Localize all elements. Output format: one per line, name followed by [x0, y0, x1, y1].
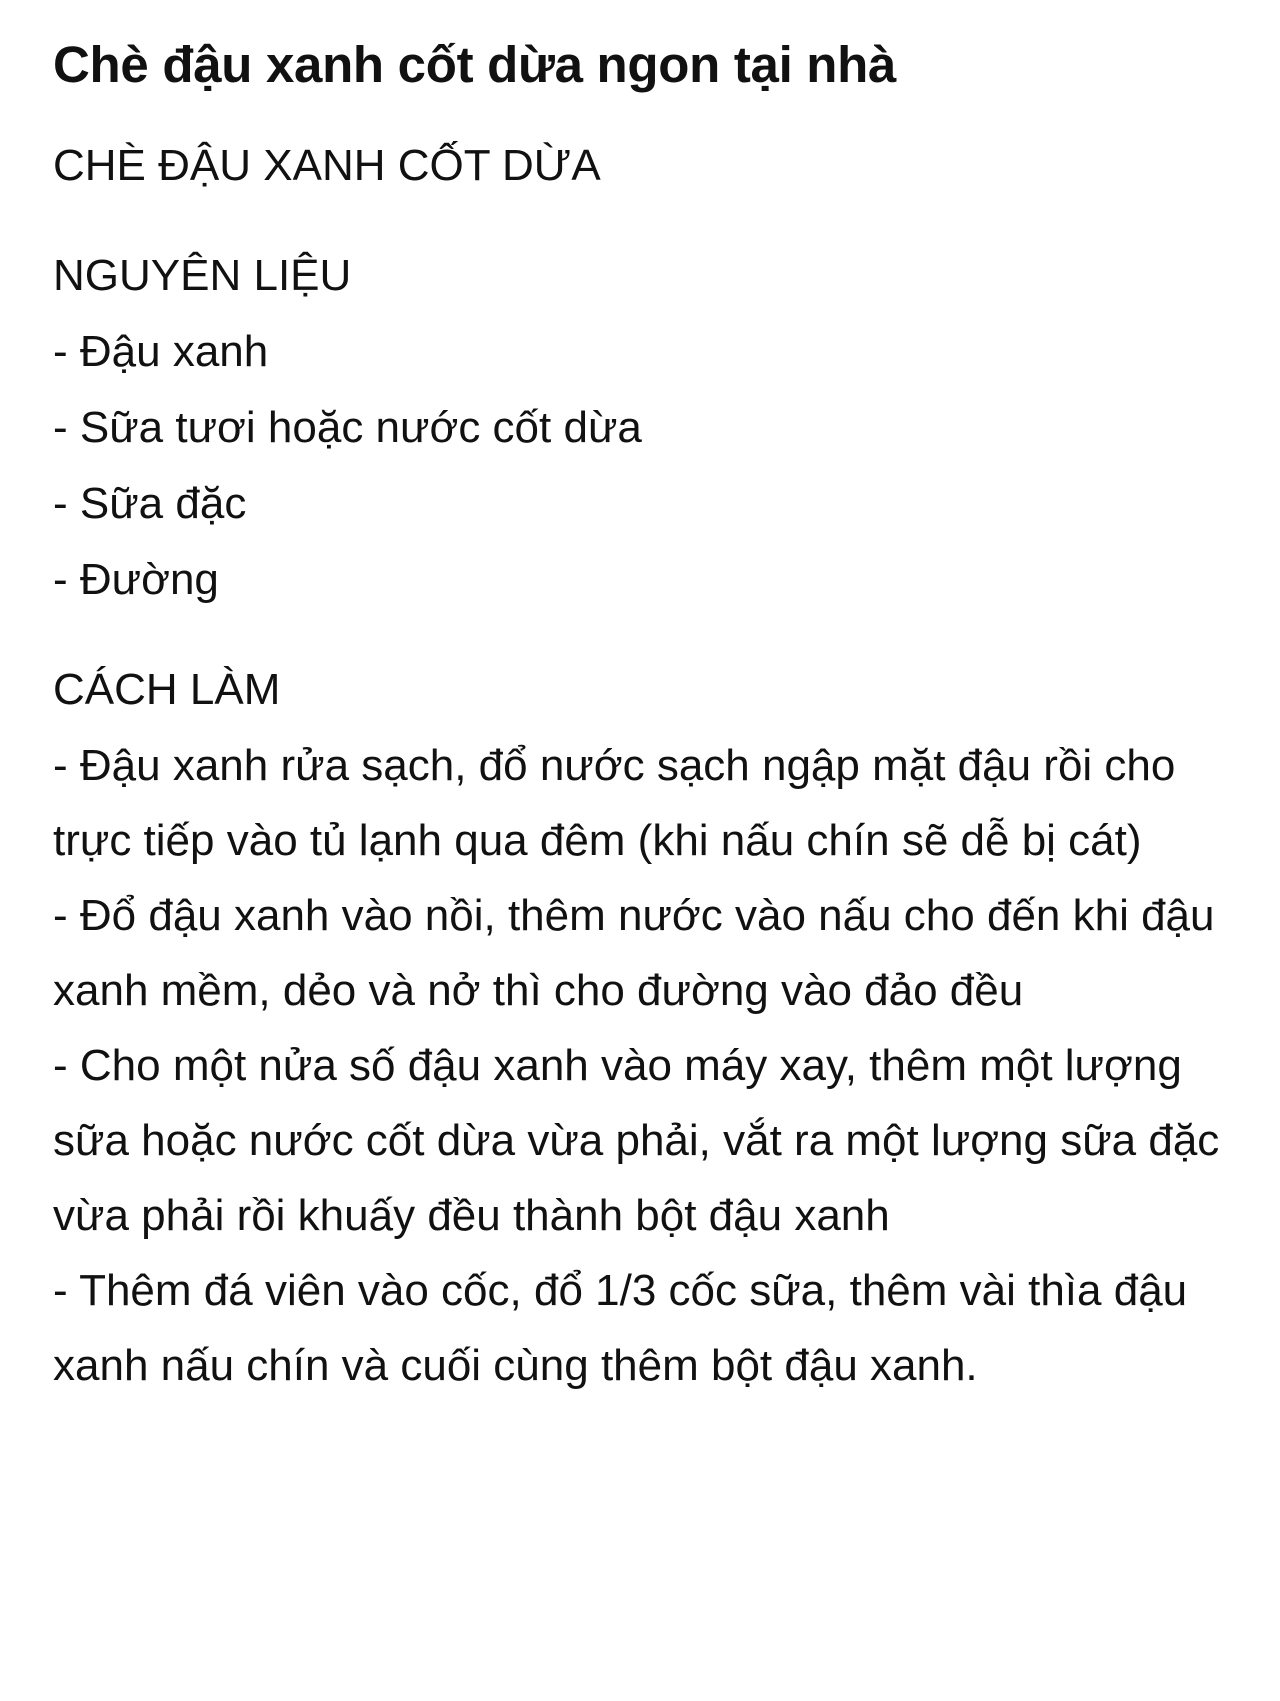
ingredient-item: - Sữa đặc: [53, 479, 247, 528]
method-steps-list: [53, 728, 1240, 1403]
ingredient-item: - Sữa tươi hoặc nước cốt dừa: [53, 403, 642, 452]
ingredient-item: - Đường: [53, 555, 219, 604]
ingredients-list: [53, 314, 1240, 618]
method-step: - Đổ đậu xanh vào nồi, thêm nước vào nấu cho đến khi đậu xanh mềm, dẻo và nở thì cho đường vào đảo đều: [53, 891, 1215, 1015]
page-title: Chè đậu xanh cốt dừa ngon tại nhà: [53, 36, 897, 93]
ingredient-item: - Đậu xanh: [53, 327, 269, 376]
method-heading: CÁCH LÀM: [53, 665, 281, 714]
method-step: - Đậu xanh rửa sạch, đổ nước sạch ngập mặt đậu rồi cho trực tiếp vào tủ lạnh qua đêm (khi nấu chín sẽ dễ bị cát): [53, 741, 1176, 865]
recipe-name: CHÈ ĐẬU XANH CỐT DỪA: [53, 141, 601, 190]
method-step: - Cho một nửa số đậu xanh vào máy xay, thêm một lượng sữa hoặc nước cốt dừa vừa phải, vắt ra một lượng sữa đặc vừa phải rồi khuấy đều thành bột đậu xanh: [53, 1041, 1220, 1240]
ingredients-heading: NGUYÊN LIỆU: [53, 251, 352, 300]
method-step: - Thêm đá viên vào cốc, đổ 1/3 cốc sữa, thêm vài thìa đậu xanh nấu chín và cuối cùng thêm bột đậu xanh.: [53, 1266, 1188, 1390]
